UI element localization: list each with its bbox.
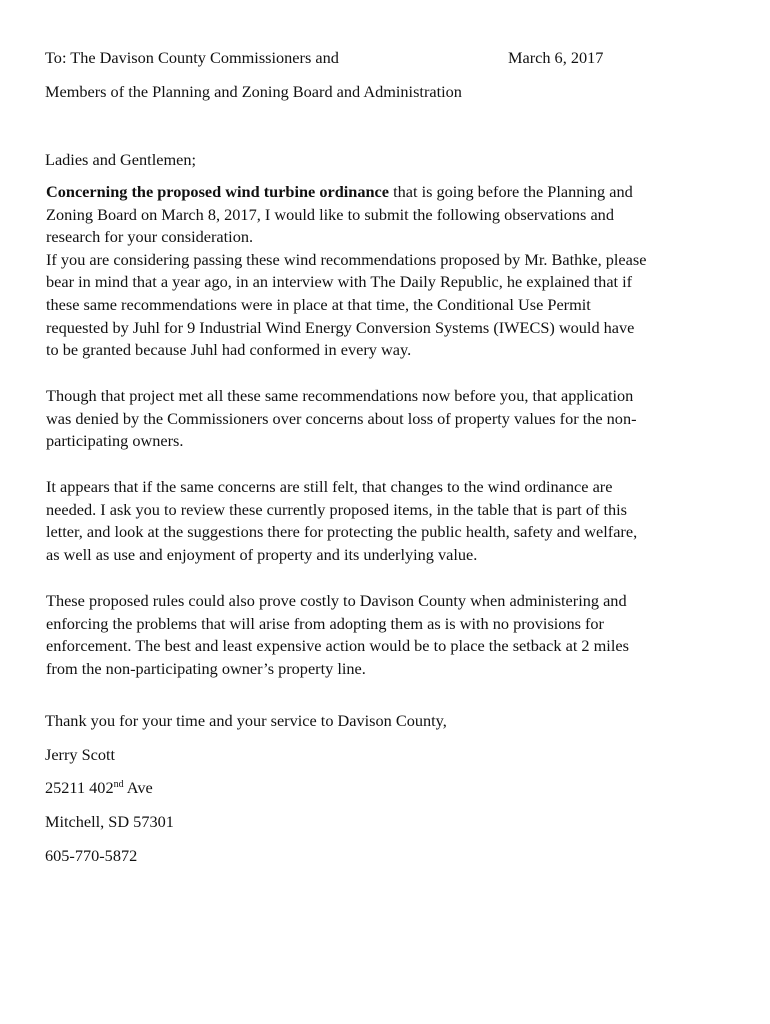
paragraph-3 (46, 476, 726, 566)
paragraph-2 (46, 385, 726, 453)
paragraph-3-line-2: needed. I ask you to review these currently proposed items, in the table that is part of this (46, 499, 627, 519)
address-number: 25211 402 (45, 778, 114, 797)
paragraph-3-line-3: letter, and look at the suggestions there for protecting the public health, safety and welfare, (46, 522, 638, 542)
paragraph-1-line-3: research for your consideration. (46, 227, 254, 247)
signature-address (45, 777, 153, 800)
paragraph-1-line-5: bear in mind that a year ago, in an interview with The Daily Republic, he explained that if (46, 272, 633, 292)
paragraph-1-line-6: these same recommendations were in place at that time, the Conditional Use Permit (46, 294, 591, 314)
paragraph-1-line-1 (46, 181, 726, 204)
paragraph-2-line-2: was denied by the Commissioners over concerns about loss of property values for the non- (46, 408, 637, 428)
address-street: Ave (123, 778, 153, 797)
paragraph-1-line-7: requested by Juhl for 9 Industrial Wind Energy Conversion Systems (IWECS) would have (46, 317, 635, 337)
address-ordinal-suffix: nd (113, 779, 124, 790)
paragraph-1-line-1-rest: that is going before the Planning and (389, 182, 633, 201)
paragraph-1-line-4: If you are considering passing these wind recommendations proposed by Mr. Bathke, please (46, 249, 647, 269)
paragraph-2-line-1: Though that project met all these same recommendations now before you, that application (46, 386, 634, 405)
recipient-line-2: Members of the Planning and Zoning Board and Administration (45, 82, 462, 101)
paragraph-4-line-1: These proposed rules could also prove costly to Davison County when administering and (46, 591, 627, 610)
signature-name: Jerry Scott (45, 745, 116, 764)
bold-lead: Concerning the proposed wind turbine ordinance (46, 182, 390, 201)
letter-date: March 6, 2017 (508, 48, 604, 67)
paragraph-4-line-2: enforcing the problems that will arise from adopting them as is with no provisions for (46, 613, 604, 633)
paragraph-4-line-4: from the non-participating owner’s property line. (46, 658, 366, 678)
signature-city-state-zip: Mitchell, SD 57301 (45, 812, 174, 831)
paragraph-2-line-3: participating owners. (46, 431, 184, 451)
salutation: Ladies and Gentlemen; (45, 150, 196, 169)
recipient-line-1: To: The Davison County Commissioners and (45, 48, 339, 67)
paragraph-3-line-4: as well as use and enjoyment of property and its underlying value. (46, 544, 478, 564)
paragraph-4-line-3: enforcement. The best and least expensive action would be to place the setback at 2 miles (46, 636, 629, 656)
paragraph-1-line-2: Zoning Board on March 8, 2017, I would like to submit the following observations and (46, 204, 614, 224)
paragraph-1-line-8: to be granted because Juhl had conformed in every way. (46, 340, 412, 360)
closing: Thank you for your time and your service to Davison County, (45, 711, 447, 730)
paragraph-3-line-1: It appears that if the same concerns are still felt, that changes to the wind ordinance are (46, 477, 613, 496)
paragraph-1 (46, 181, 726, 362)
paragraph-4 (46, 590, 726, 680)
signature-phone: 605-770-5872 (45, 846, 138, 865)
